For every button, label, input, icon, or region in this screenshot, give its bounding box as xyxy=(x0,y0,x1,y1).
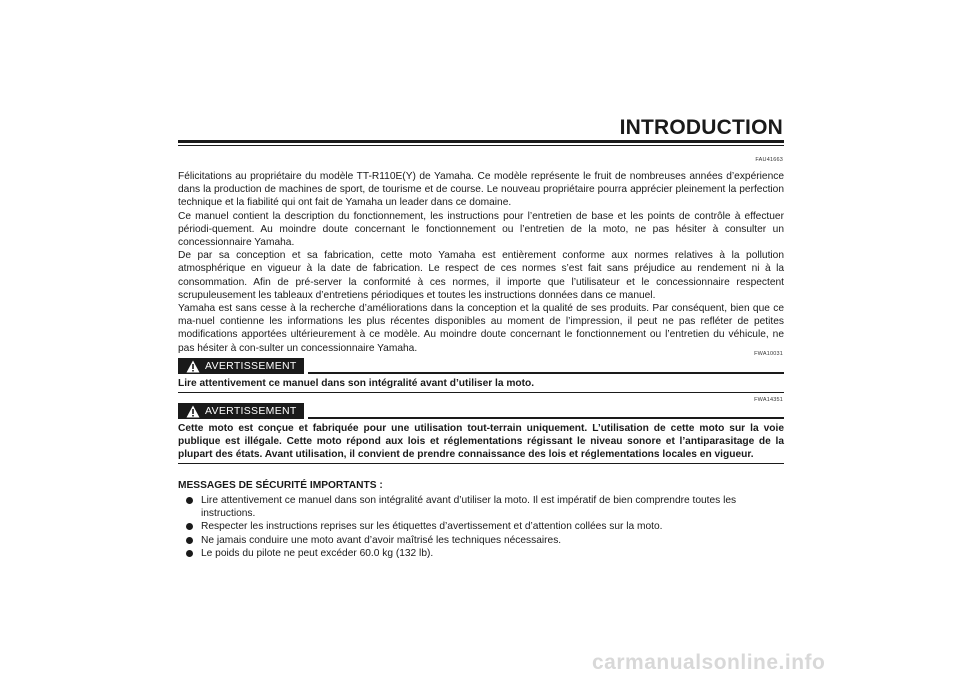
warning-label: AVERTISSEMENT xyxy=(205,405,297,417)
intro-paragraph: Félicitations au propriétaire du modèle TT-R110E(Y) de Yamaha. Ce modèle représente le fruit de nombreuses années d’expérience dans la production de machines de sport, de tourisme et de course. Le nouveau propriétaire pourra apprécier pleinement la perfection technique et la fiabilité qui ont fait de Yamaha un leader dans ce domaine. xyxy=(178,171,784,209)
header-rule-thick xyxy=(178,140,784,143)
intro-paragraph: Ce manuel contient la description du fonctionnement, les instructions pour l’entretien de base et les points de contrôle à effectuer périodi-quement. Au moindre doute concernant le fonctionnement ou l’entretien de la moto, ne pas hésiter à consulter un concessionnaire Yamaha. xyxy=(178,210,784,249)
warning-triangle-icon xyxy=(186,360,200,373)
bullet-icon xyxy=(186,537,193,544)
list-item xyxy=(186,547,784,560)
page-title: INTRODUCTION xyxy=(619,116,783,139)
warning-text: Cette moto est conçue et fabriquée pour une utilisation tout-terrain uniquement. L’utilisation de cette moto sur la voie publique est illégale. Cette moto répond aux lois et réglementations régissant le niveau sonore et l’antiparasitage de la plupart des états. Avant utilisation, il convient de prendre connaissance des lois et réglementations locales en vigueur. xyxy=(178,423,784,461)
warning-badge xyxy=(178,358,304,374)
list-item xyxy=(186,520,784,533)
header-rule-thin xyxy=(178,145,784,146)
intro-paragraph: Yamaha est sans cesse à la recherche d’améliorations dans la conception et la qualité de ses produits. Par conséquent, bien que ce ma-nuel contienne les informations les plus récentes disponibles au moment de l’impression, il peut ne pas refléter de petites modifications apportées ultérieurement à ce modèle. Au moindre doute concernant le fonctionnement ou l’entretien du véhicule, ne pas hésiter à con-sulter un concessionnaire Yamaha. xyxy=(178,303,784,354)
intro-text xyxy=(178,170,784,355)
intro-paragraph: De par sa conception et sa fabrication, cette moto Yamaha est entièrement conforme aux normes relatives à la pollution atmosphérique en vigueur à la date de fabrication. Le respect de ces normes s’est fait sans préjudice au rendement ni à la consommation. Afin de pré-server la conformité à ces normes, il importe que l’utilisateur et le concessionnaire respectent scrupuleusement les tableaux d’entretiens périodiques et toutes les instructions données dans ce manuel. xyxy=(178,250,784,301)
warning-bottom-rule xyxy=(178,463,784,464)
list-item xyxy=(186,494,784,520)
warning-code: FWA10031 xyxy=(754,351,783,357)
list-item-text: Lire attentivement ce manuel dans son intégralité avant d’utiliser la moto. Il est impératif de bien comprendre toutes les instructions. xyxy=(201,495,737,520)
warning-header xyxy=(178,403,784,421)
warning-header xyxy=(178,358,784,376)
list-item-text: Le poids du pilote ne peut excéder 60.0 kg (132 lb). xyxy=(201,547,434,559)
warning-text: Lire attentivement ce manuel dans son intégralité avant d’utiliser la moto. xyxy=(178,378,535,389)
warning-code: FWA14351 xyxy=(754,397,783,403)
warning-badge xyxy=(178,403,304,419)
bullet-icon xyxy=(186,523,193,530)
section-code: FAU41663 xyxy=(755,157,783,163)
warning-bottom-rule xyxy=(178,392,784,393)
warning-triangle-icon xyxy=(186,405,200,418)
warning-rule xyxy=(308,417,784,419)
bullet-icon xyxy=(186,497,193,504)
warning-label: AVERTISSEMENT xyxy=(205,360,297,372)
list-item xyxy=(186,534,784,547)
warning-rule xyxy=(308,372,784,374)
list-item-text: Ne jamais conduire une moto avant d’avoir maîtrisé les techniques nécessaires. xyxy=(201,534,562,546)
list-item-text: Respecter les instructions reprises sur les étiquettes d’avertissement et d’attention collées sur la moto. xyxy=(201,521,663,533)
safety-messages-list xyxy=(186,494,784,560)
bullet-icon xyxy=(186,550,193,557)
safety-messages-title: MESSAGES DE SÉCURITÉ IMPORTANTS : xyxy=(178,480,383,491)
watermark-text: carmanualsonline.info xyxy=(592,651,826,674)
